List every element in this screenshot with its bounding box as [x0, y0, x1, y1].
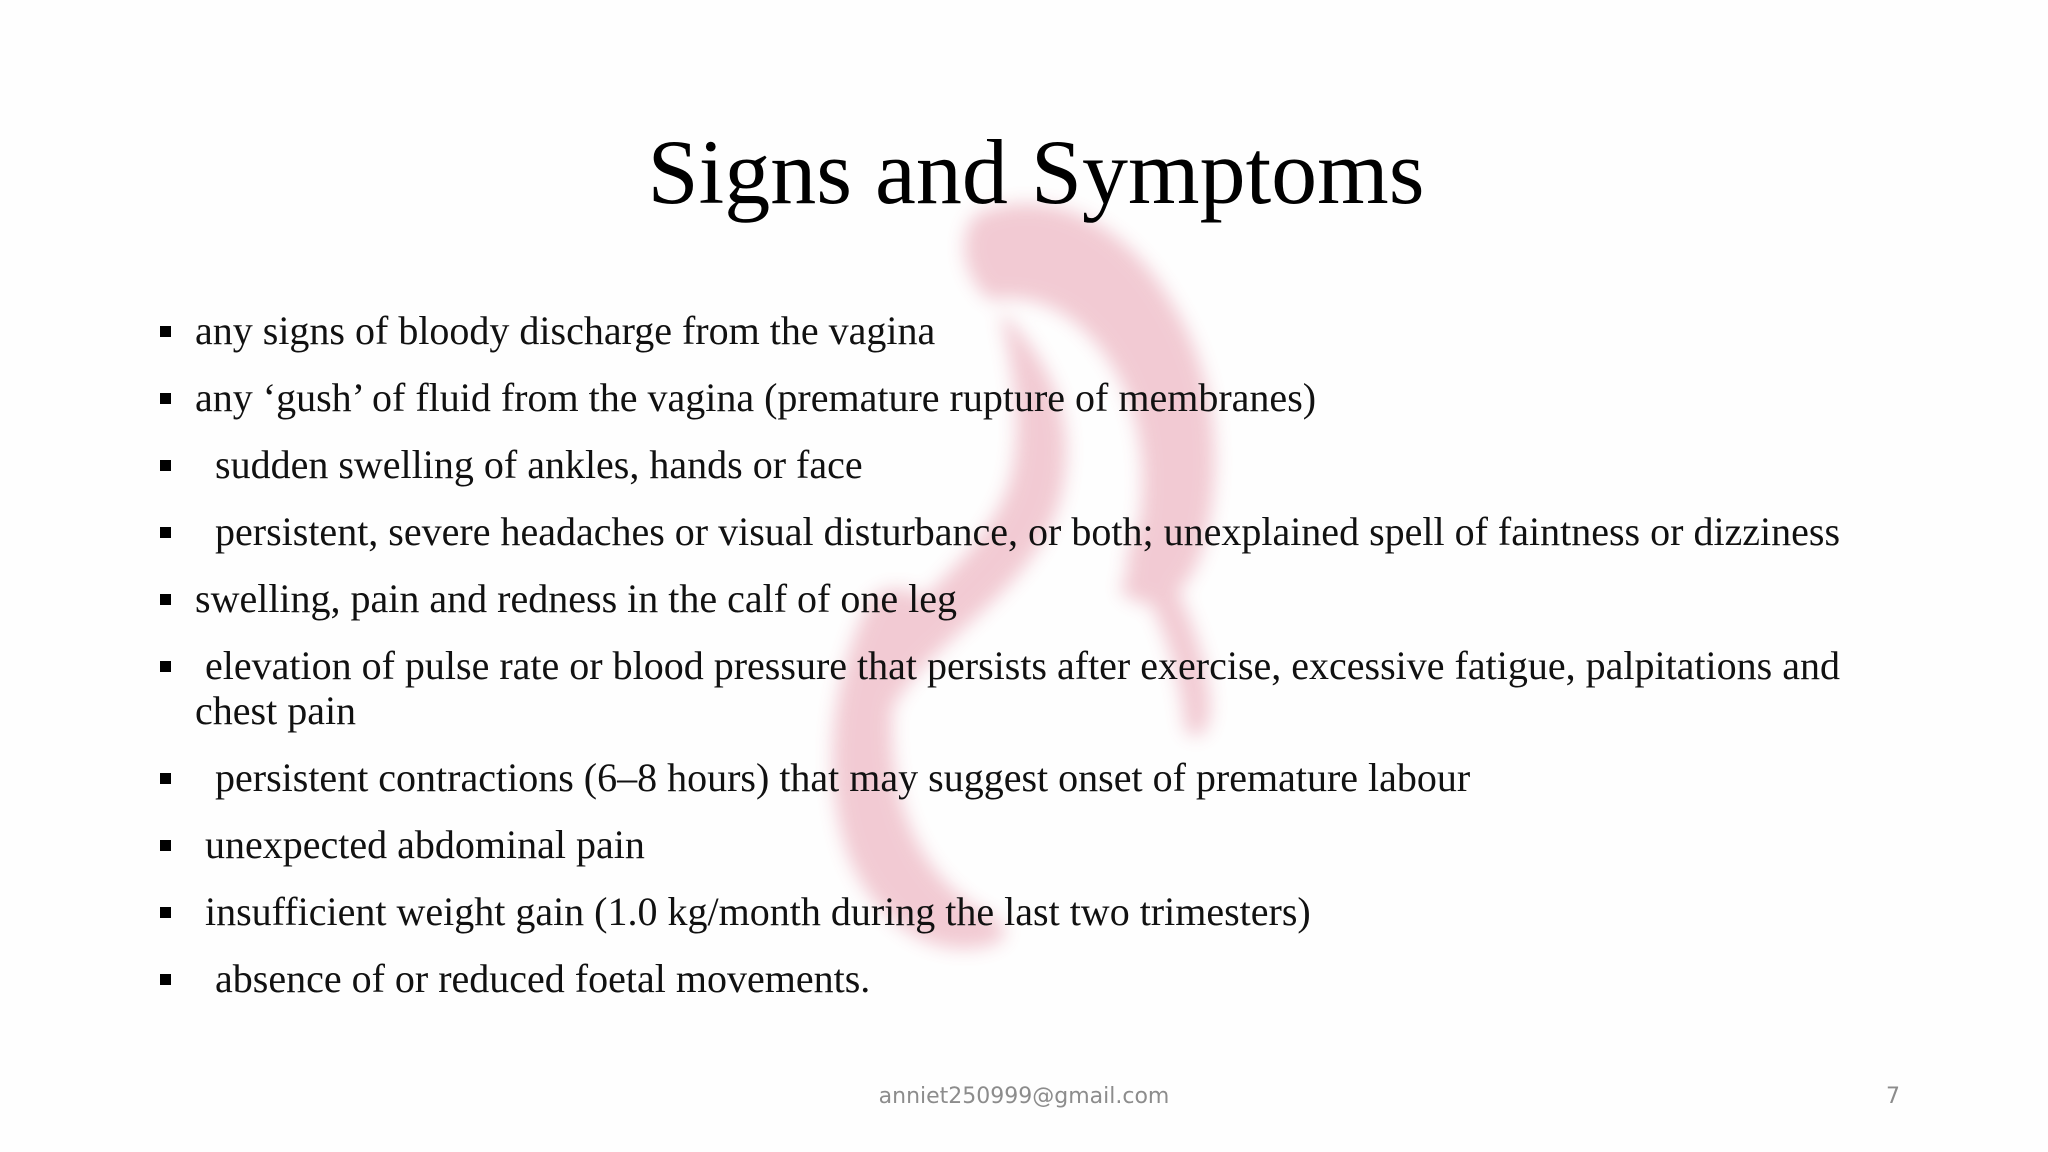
list-item-text: persistent, severe headaches or visual disturbance, or both; unexplained spell of faintness or dizziness	[195, 509, 1841, 554]
list-item	[150, 576, 1910, 621]
list-item	[150, 755, 1910, 800]
page-number: 7	[1886, 1084, 1900, 1109]
list-item-text: unexpected abdominal pain	[195, 822, 645, 867]
square-bullet-icon	[160, 907, 171, 918]
list-item	[150, 822, 1910, 867]
list-item	[150, 643, 1910, 733]
list-item-text: swelling, pain and redness in the calf of one leg	[195, 576, 957, 621]
list-item	[150, 308, 1910, 353]
list-item-text: insufficient weight gain (1.0 kg/month during the last two trimesters)	[195, 889, 1311, 934]
footer-email: anniet250999@gmail.com	[878, 1084, 1170, 1109]
slide-title: Signs and Symptoms	[647, 121, 1425, 223]
list-item-text: sudden swelling of ankles, hands or face	[195, 442, 863, 487]
square-bullet-icon	[160, 527, 171, 538]
square-bullet-icon	[160, 594, 171, 605]
list-item-text: any signs of bloody discharge from the vagina	[195, 308, 936, 353]
square-bullet-icon	[160, 974, 171, 985]
square-bullet-icon	[160, 393, 171, 404]
list-item-text: persistent contractions (6–8 hours) that may suggest onset of premature labour	[195, 755, 1471, 800]
square-bullet-icon	[160, 460, 171, 471]
list-item-text: absence of or reduced foetal movements.	[195, 956, 871, 1001]
list-item	[150, 442, 1910, 487]
list-item	[150, 375, 1910, 420]
list-item	[150, 956, 1910, 1001]
list-item	[150, 509, 1910, 554]
list-item-text: any ‘gush’ of fluid from the vagina (premature rupture of membranes)	[195, 375, 1317, 420]
list-item	[150, 889, 1910, 934]
square-bullet-icon	[160, 326, 171, 337]
square-bullet-icon	[160, 661, 171, 672]
bullet-list	[150, 308, 1910, 1023]
square-bullet-icon	[160, 773, 171, 784]
square-bullet-icon	[160, 840, 171, 851]
list-item-text: elevation of pulse rate or blood pressure that persists after exercise, excessive fatigue, palpitations and chest pain	[195, 643, 1850, 733]
